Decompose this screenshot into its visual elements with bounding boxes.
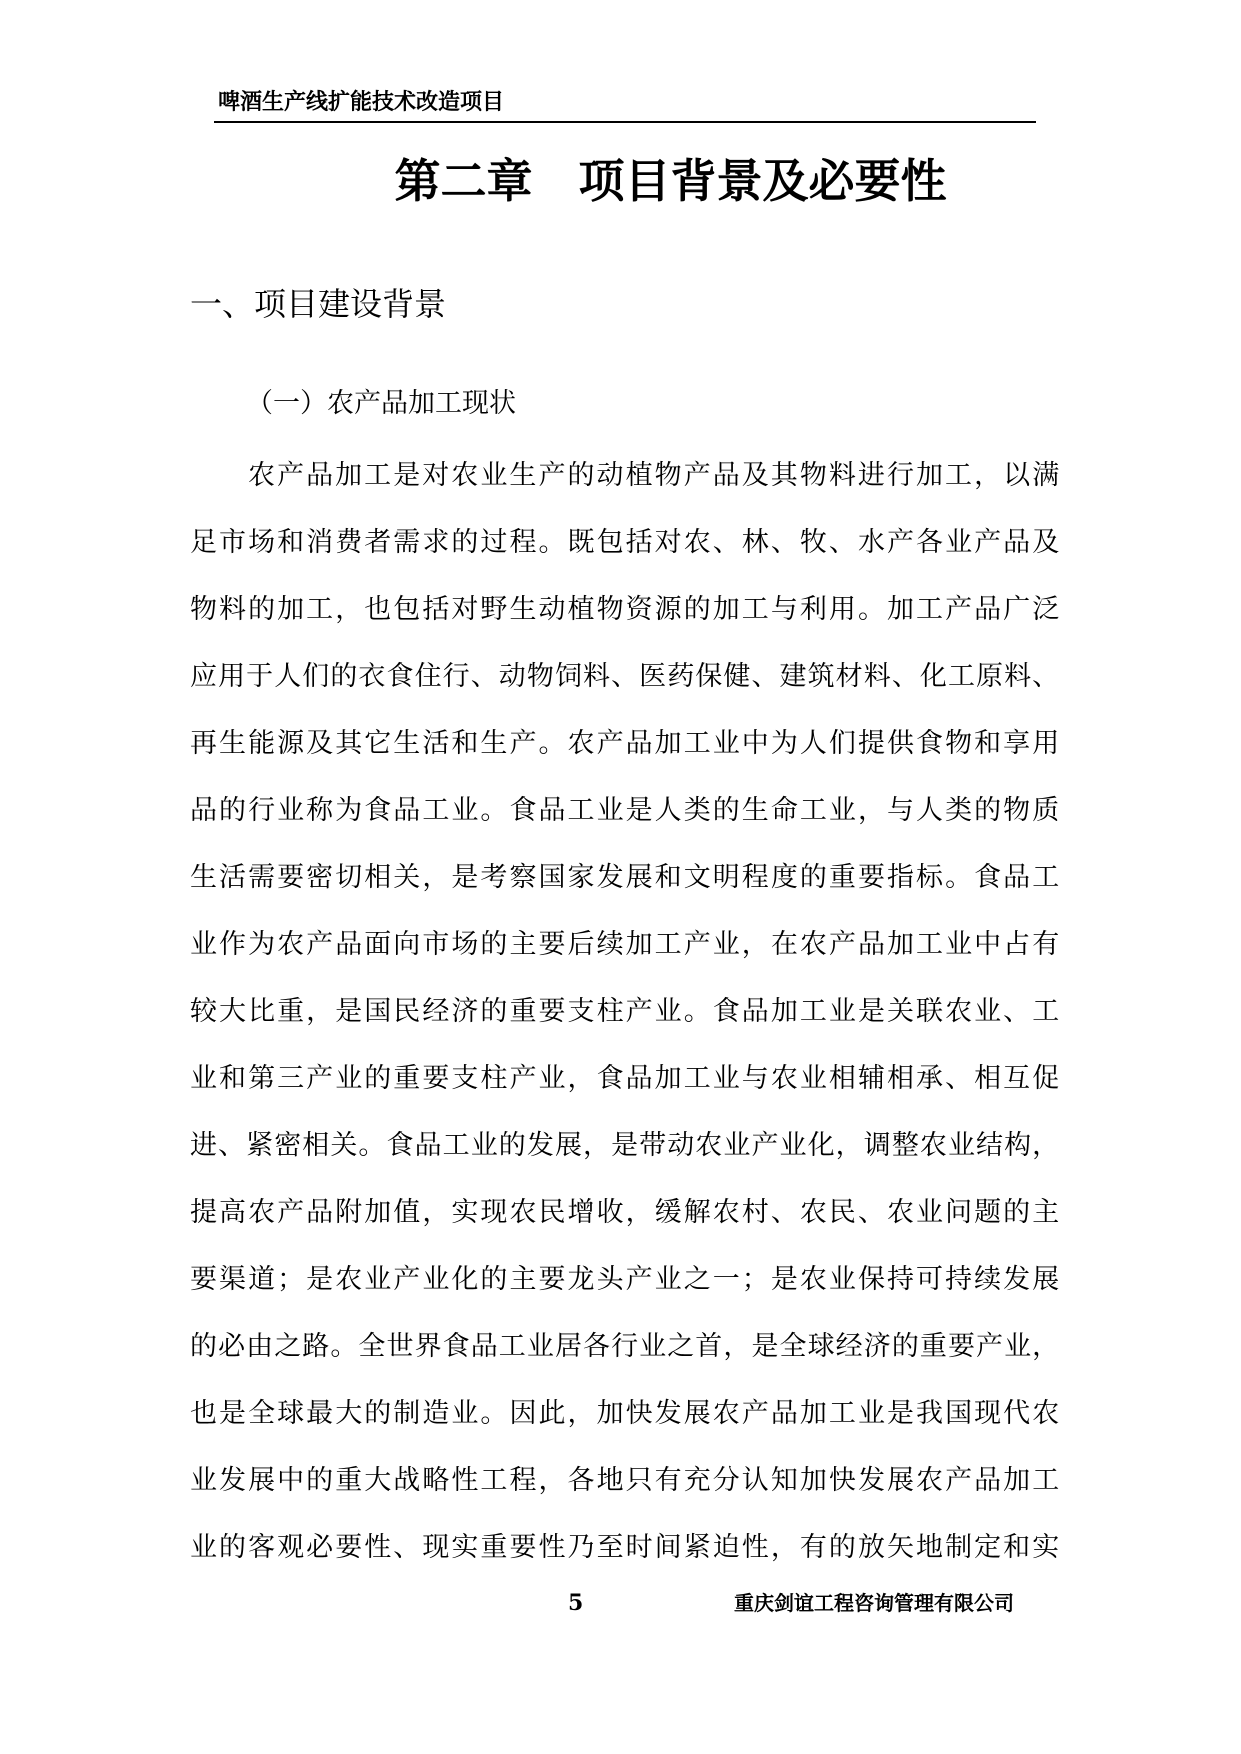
document-header-title: 啤酒生产线扩能技术改造项目 bbox=[218, 90, 505, 115]
body-line: 要渠道；是农业产业化的主要龙头产业之一；是农业保持可持续发展 bbox=[190, 1264, 1060, 1295]
footer-company-name: 重庆剑谊工程咨询管理有限公司 bbox=[734, 1591, 1014, 1615]
body-line: 农产品加工是对农业生产的动植物产品及其物料进行加工，以满 bbox=[248, 460, 1060, 491]
body-line: 进、紧密相关。食品工业的发展，是带动农业产业化，调整农业结构， bbox=[190, 1130, 1060, 1161]
body-line: 较大比重，是国民经济的重要支柱产业。食品加工业是关联农业、工 bbox=[190, 996, 1060, 1027]
body-line: 业的客观必要性、现实重要性乃至时间紧迫性，有的放矢地制定和实 bbox=[190, 1532, 1060, 1563]
body-line: 足市场和消费者需求的过程。既包括对农、林、牧、水产各业产品及 bbox=[190, 527, 1060, 558]
body-line: 提高农产品附加值，实现农民增收，缓解农村、农民、农业问题的主 bbox=[190, 1197, 1060, 1228]
body-line: 再生能源及其它生活和生产。农产品加工业中为人们提供食物和享用 bbox=[190, 728, 1060, 759]
chapter-title: 第二章 项目背景及必要性 bbox=[394, 154, 947, 208]
body-line: 业发展中的重大战略性工程，各地只有充分认知加快发展农产品加工 bbox=[190, 1465, 1060, 1496]
body-line: 也是全球最大的制造业。因此，加快发展农产品加工业是我国现代农 bbox=[190, 1398, 1060, 1429]
body-line: 物料的加工，也包括对野生动植物资源的加工与利用。加工产品广泛 bbox=[190, 594, 1060, 625]
subsection-heading: （一）农产品加工现状 bbox=[246, 388, 516, 419]
section-heading: 一、项目建设背景 bbox=[190, 285, 447, 323]
body-line: 业和第三产业的重要支柱产业，食品加工业与农业相辅相承、相互促 bbox=[190, 1063, 1060, 1094]
body-line: 业作为农产品面向市场的主要后续加工产业，在农产品加工业中占有 bbox=[190, 929, 1060, 960]
body-line: 的必由之路。全世界食品工业居各行业之首，是全球经济的重要产业， bbox=[190, 1331, 1060, 1362]
body-paragraph bbox=[190, 448, 1060, 1587]
body-line: 品的行业称为食品工业。食品工业是人类的生命工业，与人类的物质 bbox=[190, 795, 1060, 826]
body-line: 生活需要密切相关，是考察国家发展和文明程度的重要指标。食品工 bbox=[190, 862, 1060, 893]
page-number: 5 bbox=[568, 1590, 584, 1616]
header-divider bbox=[214, 121, 1036, 123]
body-line: 应用于人们的衣食住行、动物饲料、医药保健、建筑材料、化工原料、 bbox=[190, 661, 1060, 692]
